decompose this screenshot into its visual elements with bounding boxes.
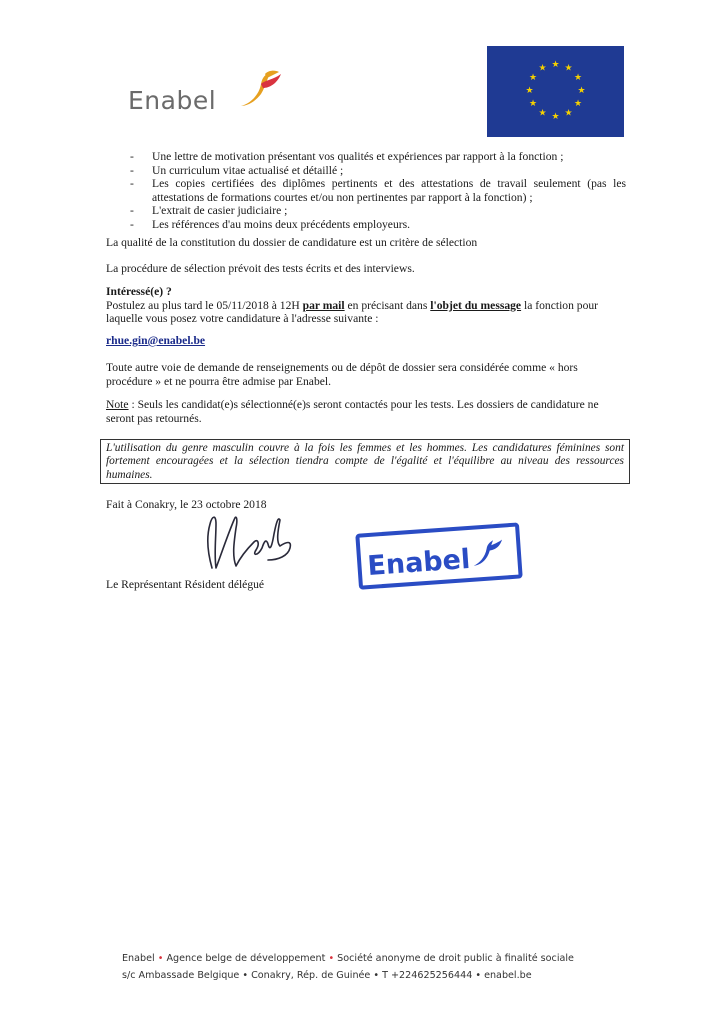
quality-note: La qualité de la constitution du dossier de candidature est un critère de sélection [106, 236, 478, 249]
list-item: - Les références d'au moins deux précédents employeurs. [106, 218, 626, 232]
eu-star-icon: ★ [564, 108, 573, 119]
bird-icon [235, 68, 283, 108]
email-link[interactable]: rhue.gin@enabel.be [106, 334, 206, 347]
stamp-text: Enabel [366, 543, 472, 583]
footer-city: Conakry, Rép. de Guinée [251, 970, 371, 981]
procedure-note: La procédure de sélection prévoit des tests écrits et des interviews. [106, 262, 415, 275]
footer-line-1: Enabel • Agence belge de développement • Société anonyme de droit public à finalité sociale [122, 953, 574, 964]
eu-star-icon: ★ [551, 60, 560, 70]
eu-star-icon: ★ [564, 63, 573, 74]
list-item: - Une lettre de motivation présentant vos qualités et expériences par rapport à la fonction ; [106, 150, 626, 164]
apply-text: la fonction pour laquelle vous posez votre candidature à l'adresse suivante : [106, 298, 599, 326]
eu-star-icon: ★ [538, 63, 547, 74]
footer-legal: Société anonyme de droit public à finalité sociale [337, 953, 574, 964]
apply-instructions [106, 299, 626, 326]
footer-org: Enabel [122, 953, 155, 964]
gender-notice-box: L'utilisation du genre masculin couvre à la fois les femmes et les hommes. Les candidatures féminines sont fortement encouragées et la sélection tiendra compte de l'égalité et l'équilibre au niveau des ressources humaines. [100, 439, 630, 484]
eu-star-icon: ★ [525, 86, 534, 96]
list-item: - Un curriculum vitae actualisé et détaillé ; [106, 164, 626, 178]
footer [122, 950, 574, 984]
footer-phone: T +224625256444 [382, 970, 473, 981]
eu-star-icon: ★ [573, 73, 583, 83]
eu-star-icon: ★ [573, 99, 583, 109]
requirements-list [106, 150, 626, 232]
footer-line-2: s/c Ambassade Belgique • Conakry, Rép. de Guinée • T +224625256444 • enabel.be [122, 970, 532, 981]
stamp-bird-icon [472, 540, 504, 566]
list-item: - Les copies certifiées des diplômes pertinents et des attestations de travail seulement (pas les attestations de formations courtes et/ou non pertinentes par rapport à la fonction) ; [106, 177, 626, 204]
enabel-stamp [355, 520, 525, 592]
requirements-section [106, 150, 626, 232]
enabel-logo [128, 68, 288, 120]
signature [198, 498, 298, 578]
selection-note [106, 398, 626, 425]
eu-star-icon: ★ [551, 112, 560, 122]
apply-text: Postulez au plus tard le 05/11/2018 à 12H [106, 298, 303, 312]
email-line [106, 334, 626, 348]
by-mail-emphasis: par mail [302, 298, 345, 312]
eu-star-icon: ★ [528, 73, 538, 83]
signatory-title: Le Représentant Résident délégué [106, 578, 265, 591]
apply-heading: Intéressé(e) ? [106, 285, 172, 298]
footer-care-of: s/c Ambassade Belgique [122, 970, 240, 981]
eu-star-icon: ★ [577, 86, 586, 96]
logo-text: Enabel [128, 86, 217, 115]
note-label: Note [106, 398, 129, 411]
eu-flag [487, 46, 624, 137]
subject-emphasis: l'objet du message [430, 298, 522, 312]
eu-star-icon: ★ [528, 99, 538, 109]
other-channels-note: Toute autre voie de demande de renseignements ou de dépôt de dossier sera considérée comme « hors procédure » et ne pourra être admise par Enabel. [106, 361, 578, 388]
apply-section [106, 285, 626, 326]
footer-website[interactable]: enabel.be [484, 970, 532, 981]
list-item: - L'extrait de casier judiciaire ; [106, 204, 626, 218]
apply-text: en précisant dans [344, 298, 431, 312]
note-text: : Seuls les candidat(e)s sélectionné(e)s seront contactés pour les tests. Les dossiers de candidature ne seront pas retournés. [106, 398, 599, 425]
footer-agency: Agence belge de développement [166, 953, 326, 964]
eu-star-icon: ★ [538, 108, 547, 119]
place-date: Fait à Conakry, le 23 octobre 2018 [106, 498, 267, 511]
